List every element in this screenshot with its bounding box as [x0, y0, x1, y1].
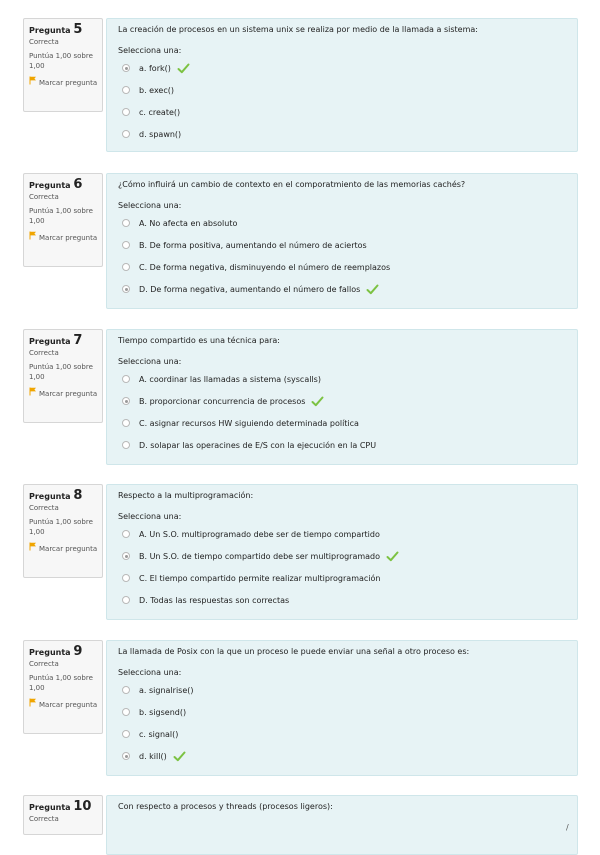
answer-option[interactable]: [122, 571, 380, 585]
flag-icon: [29, 231, 39, 243]
question-state: Correcta: [29, 660, 59, 668]
flag-label: Marcar pregunta: [39, 390, 98, 398]
answer-radio[interactable]: [122, 64, 130, 72]
question-info: [23, 640, 103, 734]
flag-icon: [29, 387, 39, 399]
answer-prompt: Selecciona una:: [118, 201, 182, 210]
flag-label: Marcar pregunta: [39, 79, 98, 87]
check-icon: [311, 396, 324, 407]
question-number: [29, 800, 102, 814]
flag-label: Marcar pregunta: [39, 234, 98, 242]
check-icon: [366, 284, 379, 295]
flag-question-link[interactable]: [29, 542, 103, 554]
answer-option[interactable]: [122, 216, 237, 230]
answer-option[interactable]: [122, 749, 186, 763]
question-info: [23, 484, 103, 578]
question-number: [29, 178, 102, 192]
answer-option[interactable]: [122, 527, 380, 541]
answer-label: a. signalrise(): [139, 685, 194, 695]
question-info: [23, 329, 103, 423]
answer-radio[interactable]: [122, 375, 130, 383]
question-state: Correcta: [29, 193, 59, 201]
answer-radio[interactable]: [122, 752, 130, 760]
answer-option[interactable]: [122, 438, 376, 452]
flag-label: Marcar pregunta: [39, 701, 98, 709]
answer-radio[interactable]: [122, 730, 130, 738]
answer-option[interactable]: [122, 683, 194, 697]
question-number: [29, 645, 102, 659]
answer-option[interactable]: [122, 83, 174, 97]
question-state: Correcta: [29, 815, 59, 823]
answer-label: C. De forma negativa, disminuyendo el número de reemplazos: [139, 262, 391, 272]
question-number-value: 8: [73, 488, 83, 503]
answer-option[interactable]: [122, 705, 186, 719]
question-state: Correcta: [29, 38, 59, 46]
question-text: ¿Cómo influirá un cambio de contexto en el comporatmiento de las memorias cachés?: [118, 180, 466, 189]
answer-radio[interactable]: [122, 241, 130, 249]
answer-prompt: Selecciona una:: [118, 668, 182, 677]
flag-question-link[interactable]: [29, 387, 103, 399]
answer-radio[interactable]: [122, 397, 130, 405]
question-text: La llamada de Posix con la que un proceso le puede enviar una señal a otro proceso es:: [118, 647, 470, 656]
question-number: [29, 489, 102, 503]
answer-prompt: Selecciona una:: [118, 357, 182, 366]
answer-option[interactable]: [122, 416, 359, 430]
answer-option[interactable]: [122, 372, 321, 386]
answer-label: A. Un S.O. multiprogramado debe ser de tiempo compartido: [139, 529, 380, 539]
question-content: [106, 795, 578, 855]
question-number: [29, 334, 102, 348]
answer-radio[interactable]: [122, 596, 130, 604]
answer-radio[interactable]: [122, 263, 130, 271]
question-text: Tiempo compartido es una técnica para:: [118, 336, 281, 345]
question-state: Correcta: [29, 349, 59, 357]
question-content: [106, 173, 578, 309]
question-number-value: 5: [73, 22, 83, 37]
check-icon: [173, 751, 186, 762]
question-grade: Puntúa 1,00 sobre 1,00: [29, 518, 93, 536]
answer-label: C. asignar recursos HW siguiendo determinada política: [139, 418, 359, 428]
answer-label: A. coordinar las llamadas a sistema (syscalls): [139, 374, 321, 384]
flag-question-link[interactable]: [29, 76, 103, 88]
answer-option[interactable]: [122, 593, 289, 607]
check-icon: [386, 551, 399, 562]
question-grade: Puntúa 1,00 sobre 1,00: [29, 207, 93, 225]
flag-icon: [29, 76, 39, 88]
answer-label: B. proporcionar concurrencia de procesos: [139, 396, 306, 406]
answer-option[interactable]: [122, 127, 181, 141]
answer-option[interactable]: [122, 394, 324, 408]
question-content: [106, 18, 578, 152]
answer-option[interactable]: [122, 61, 190, 75]
answer-option[interactable]: [122, 549, 399, 563]
answer-label: B. Un S.O. de tiempo compartido debe ser multiprogramado: [139, 551, 381, 561]
answer-option[interactable]: [122, 282, 379, 296]
answer-label: A. No afecta en absoluto: [139, 218, 238, 228]
answer-option[interactable]: [122, 238, 367, 252]
question-text: La creación de procesos en un sistema unix se realiza por medio de la llamada a sistema:: [118, 25, 478, 34]
question-number: [29, 23, 102, 37]
question-number-value: 7: [73, 333, 83, 348]
check-icon: [177, 63, 190, 74]
question-info: [23, 173, 103, 267]
answer-radio[interactable]: [122, 285, 130, 293]
question-grade: Puntúa 1,00 sobre 1,00: [29, 674, 93, 692]
flag-icon: [29, 698, 39, 710]
answer-prompt: Selecciona una:: [118, 512, 182, 521]
page-mark: /: [566, 823, 569, 832]
answer-option[interactable]: [122, 727, 178, 741]
answer-radio[interactable]: [122, 130, 130, 138]
answer-label: B. De forma positiva, aumentando el número de aciertos: [139, 240, 367, 250]
answer-label: D. solapar las operacines de E/S con la ejecución en la CPU: [139, 440, 377, 450]
answer-radio[interactable]: [122, 441, 130, 449]
answer-label: d. kill(): [139, 751, 167, 761]
question-label: Pregunta: [29, 26, 71, 35]
answer-label: D. De forma negativa, aumentando el número de fallos: [139, 284, 361, 294]
question-grade: Puntúa 1,00 sobre 1,00: [29, 363, 93, 381]
question-number-value: 9: [73, 644, 83, 659]
question-text: Con respecto a procesos y threads (procesos ligeros):: [118, 802, 333, 811]
flag-question-link[interactable]: [29, 698, 103, 710]
answer-radio[interactable]: [122, 419, 130, 427]
question-grade: Puntúa 1,00 sobre 1,00: [29, 52, 93, 70]
answer-label: d. spawn(): [139, 129, 182, 139]
answer-label: a. fork(): [139, 63, 171, 73]
answer-radio[interactable]: [122, 530, 130, 538]
flag-question-link[interactable]: [29, 231, 103, 243]
answer-option[interactable]: [122, 105, 180, 119]
answer-label: b. exec(): [139, 85, 174, 95]
question-label: Pregunta: [29, 648, 71, 657]
answer-radio[interactable]: [122, 108, 130, 116]
question-content: [106, 484, 578, 620]
question-info: [23, 795, 103, 835]
answer-label: c. create(): [139, 107, 181, 117]
question-state: Correcta: [29, 504, 59, 512]
answer-label: C. El tiempo compartido permite realizar multiprogramación: [139, 573, 381, 583]
question-label: Pregunta: [29, 803, 71, 812]
answer-label: D. Todas las respuestas son correctas: [139, 595, 290, 605]
question-label: Pregunta: [29, 181, 71, 190]
question-label: Pregunta: [29, 492, 71, 501]
answer-radio[interactable]: [122, 708, 130, 716]
question-text: Respecto a la multiprogramación:: [118, 491, 254, 500]
question-number-value: 6: [73, 177, 83, 192]
answer-radio[interactable]: [122, 686, 130, 694]
answer-prompt: Selecciona una:: [118, 46, 182, 55]
question-number-value: 10: [73, 799, 92, 814]
flag-label: Marcar pregunta: [39, 545, 98, 553]
answer-radio[interactable]: [122, 552, 130, 560]
question-content: [106, 329, 578, 465]
answer-label: c. signal(): [139, 729, 179, 739]
question-content: [106, 640, 578, 776]
flag-icon: [29, 542, 39, 554]
answer-radio[interactable]: [122, 574, 130, 582]
answer-radio[interactable]: [122, 86, 130, 94]
question-label: Pregunta: [29, 337, 71, 346]
answer-label: b. sigsend(): [139, 707, 187, 717]
answer-option[interactable]: [122, 260, 390, 274]
answer-radio[interactable]: [122, 219, 130, 227]
question-info: [23, 18, 103, 112]
